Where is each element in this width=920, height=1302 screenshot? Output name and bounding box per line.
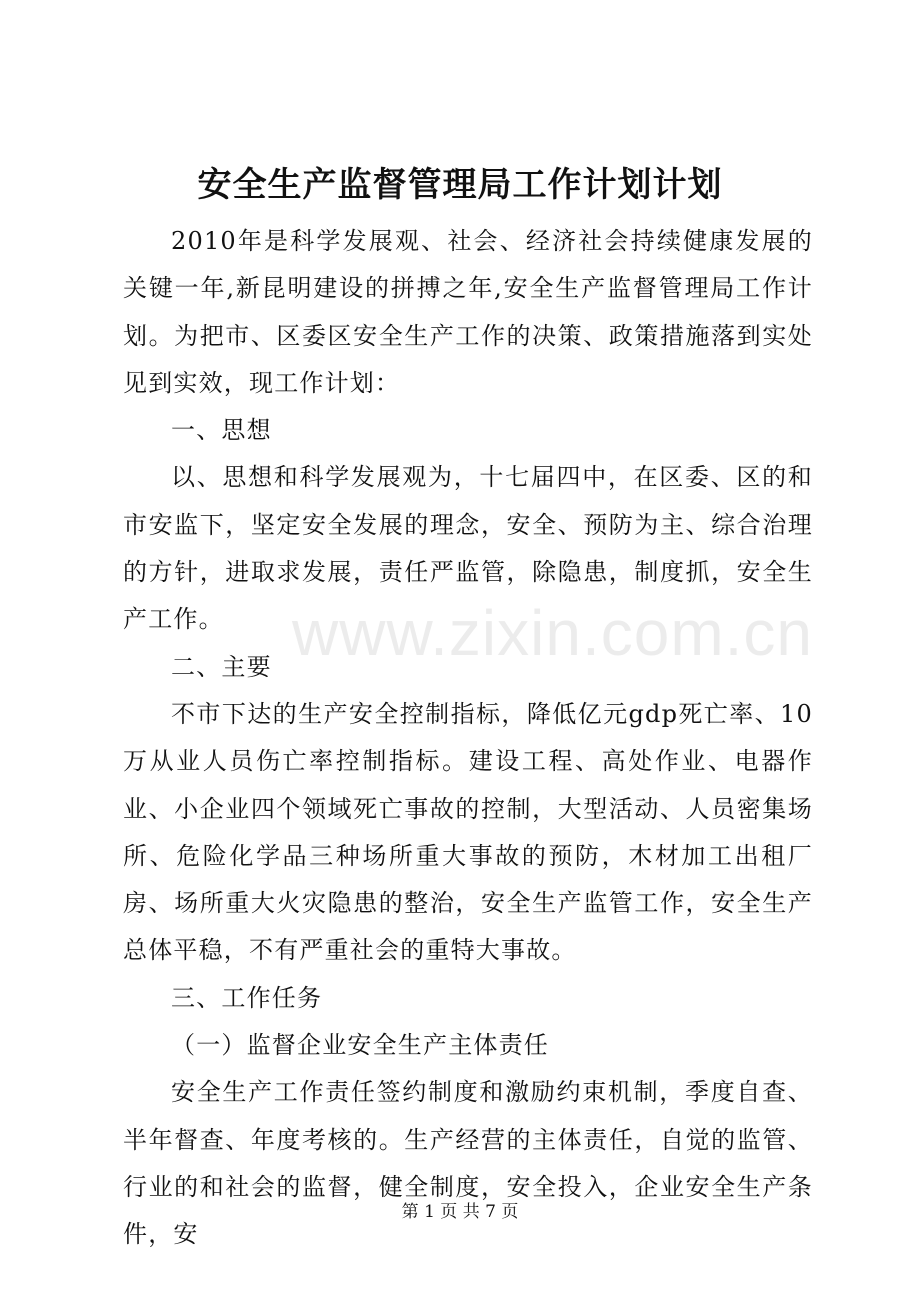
heading-main: 二、主要: [171, 652, 272, 681]
paragraph-thought: 以、思想和科学发展观为，十七届四中，在区委、区的和市安监下，坚定安全发展的理念，安全、预防为主、综合治理的方针，进取求发展，责任严监管，除隐患，制度抓，安全生产工作。: [123, 463, 813, 634]
document-body: [123, 218, 813, 1259]
document-title: 安全生产监督管理局工作计划计划: [197, 165, 723, 205]
heading-tasks: 三、工作任务: [171, 983, 323, 1012]
subheading-task-1: （一）监督企业安全生产主体责任: [171, 1031, 549, 1060]
watermark: www.zixin.com.cn: [292, 597, 813, 669]
paragraph-task-1: 安全生产工作责任签约制度和激励约束机制，季度自查、半年督查、年度考核的。生产经营的主体责任，自觉的监管、行业的和社会的监督，健全制度，安全投入，企业安全生产条件，安: [123, 1078, 813, 1249]
paragraph-intro: 2010年是科学发展观、社会、经济社会持续健康发展的关键一年,新昆明建设的拼搏之年,安全生产监督管理局工作计划。为把市、区委区安全生产工作的决策、政策措施落到实处见到实效，现工作计划：: [123, 227, 813, 397]
paragraph-main: 不市下达的生产安全控制指标，降低亿元gdp死亡率、10万从业人员伤亡率控制指标。建设工程、高处作业、电器作业、小企业四个领域死亡事故的控制，大型活动、人员密集场所、危险化学品三种场所重大事故的预防，木材加工出租厂房、场所重大火灾隐患的整治，安全生产监管工作，安全生产总体平稳，不有严重社会的重特大事故。: [123, 699, 813, 965]
heading-thought: 一、思想: [171, 416, 272, 445]
page-footer: 第 1 页 共 7 页: [401, 1202, 519, 1222]
